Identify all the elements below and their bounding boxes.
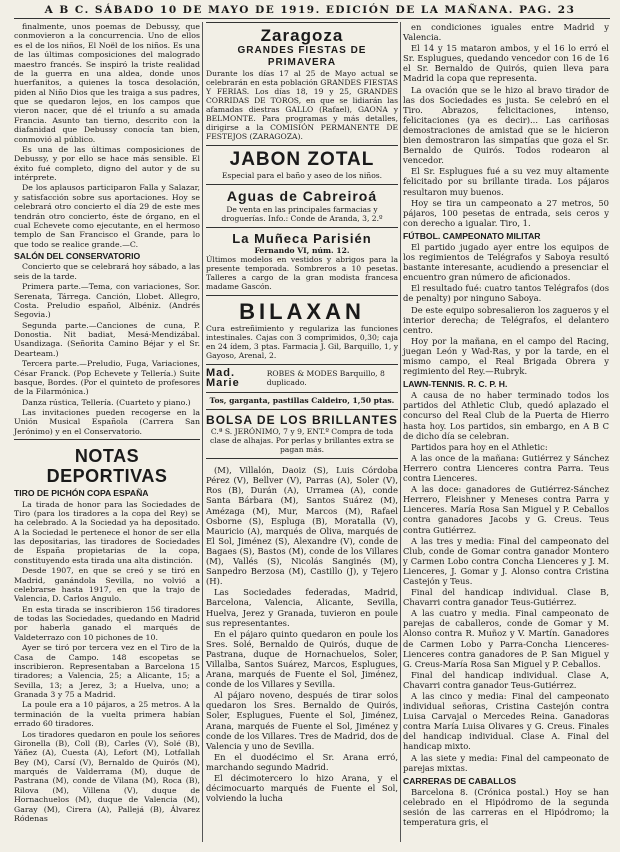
ad-subtitle: GRANDES FIESTAS DE PRIMAVERA: [237, 45, 367, 68]
paragraph: en condiciones iguales entre Madrid y Valencia.: [403, 22, 609, 43]
ad-muneca-parisien: [206, 228, 398, 296]
page-header: A B C. SÁBADO 10 DE MAYO DE 1919. EDICIÓN DE LA MAÑANA. PAG. 23: [44, 4, 576, 16]
paragraph: Las Sociedades federadas, Madrid, Barcelona, Valencia, Alicante, Sevilla, Huelva, Jerez y Granada, tuvieron en poule sus representantes.: [206, 587, 398, 628]
paragraph: En el pájaro quinto quedaron en poule los Sres. Solé, Bernaldo de Quirós, duque de Pastrana, duque de Hornachuelos, Soler, Villalba, Santos Suárez, Marcos, Esplugues, Arana, marqués de Fuente el Sol, Jiménez, conde de los Villares y Sevilla.: [206, 628, 398, 690]
paragraph: Ayer se tiró por tercera vez en el Tiro de la Casa de Campo. 148 escopetas se inscribieron. Representaban a Barcelona 15 tiradores; a Valencia, 25; a Alicante, 15; a Sevilla, 13; a Jerez, 3; a Huelva, uno; a Granada 3 y 75 a Madrid.: [14, 643, 200, 699]
divider: [14, 439, 200, 440]
paragraph: El Sr. Esplugues fué a su vez muy altamente felicitado por su brillante tirada. Los pájaros resultaron muy buenos.: [403, 166, 609, 197]
ad-zaragoza: [206, 22, 398, 146]
column-2: [206, 22, 398, 804]
section-title-notas-deportivas: NOTAS DEPORTIVAS: [46, 446, 168, 487]
section-heading-futbol: FÚTBOL. CAMPEONATO MILITAR: [403, 230, 541, 241]
ad-text: De venta en las principales farmacias y droguerías. Info.: Conde de Aranda, 3, 2.º: [221, 205, 383, 223]
ad-text: Cura estreñimiento y regulariza las funciones intestinales. Cajas con 3 comprimidos, 0,30; caja en 24 ídem, 3 ptas. Farmacia J. Gil, Barquillo, 1, y Gayoso, Arenal, 2.: [206, 324, 398, 360]
ad-text: Durante los días 17 al 25 de Mayo actual se celebrarán en esta población GRANDES FIESTAS Y FERIAS. Los días 18, 19 y 25, GRANDES CORRIDAS DE TOROS, en que se lidiarán las afamadas diestras GALLO (Rafael), GAONA y BELMONTE. Para programas y más detalles, dirigirse a la COMISIÓN PERMANENTE DE FESTEJOS (ZARAGOZA).: [206, 69, 398, 141]
ad-caldeiro: [206, 393, 398, 410]
paragraph: Concierto que se celebrará hoy sábado, a las seis de la tarde.: [14, 262, 200, 281]
ad-mad-marie: [206, 365, 398, 393]
paragraph: La tirada de honor para las Sociedades de Tiro (para los tiradores a la copa del Rey) se ha celebrado. A la Sociedad ya ha depositado. A la Sociedad le pertenece el honor de ser ella las depositarias, las tiradores de Sociedades de España propietarias de la copa, constituyendo esta tirada una alta distinción.: [14, 499, 200, 565]
paragraph: Desde 1907, en que se creó y se tiró en Madrid, ganándola Sevilla, no volvió a celebrarse hasta 1917, en que la trajo de Valencia, D. Carlos Angulo.: [14, 566, 200, 604]
paragraph: Tercera parte.—Preludio, Fuga, Variaciones, César Franck. (Pop Echevete y Tellería.) Suite basque, Bordes. (Por el quinteto de profesores de la Filarmónica.): [14, 359, 200, 397]
ad-title: Zaragoza: [260, 26, 344, 45]
paragraph: A las doce: ganadores de Gutiérrez-Sánchez Herrero, Fleishner y Meneses contra Parra y Lienceres. María Rosa San Miguel y P. Ceballos contra ganadores Jacobs y G. Creus. Teus contra Gutiérrez.: [403, 484, 609, 535]
column-divider-2: [400, 22, 401, 842]
paragraph: Segunda parte.—Canciones de cuna, P. Donostia. Nit badiat, Mesá-Mendizábal. Usandizaga. (Señorita Camino Béjar y el Sr. Dearteam.): [14, 320, 200, 358]
paragraph: Al pájaro noveno, después de tirar solos quedaron los Sres. Bernaldo de Quirós, Soler, Esplugues, Fuente el Sol, Jiménez, Arana, marqués de Fuente el Sol, Jiménez y conde de los Villares. Tres de Madrid, dos de Valencia y uno de Sevilla.: [206, 690, 398, 751]
paragraph: El resultado fué: cuatro tantos Telégrafos (dos de penalty) por ninguno Saboya.: [403, 283, 609, 304]
paragraph: Final del handicap individual. Clase A, Chavarri contra ganador Teus-Gutiérrez.: [403, 669, 609, 690]
paragraph: Hoy por la mañana, en el campo del Racing, juegan León y Wad-Ras, y por la tarde, en el mismo campo, el Real Brigada Obrera y regimiento del Rey.—Rubryk.: [403, 335, 609, 377]
paragraph: De este equipo sobresalieron los zagueros y el interior derecha; de Telégrafos, el delantero centro.: [403, 304, 609, 335]
section-heading-carreras: CARRERAS DE CABALLOS: [403, 775, 517, 786]
paragraph: La poule era a 10 pájaros, a 25 metros. A la terminación de la vuelta primera habían errado 60 tiradores.: [14, 700, 200, 729]
section-heading-tiro: TIRO DE PICHÓN COPA ESPAÑA: [14, 488, 149, 499]
ad-text: Especial para el baño y aseo de los niños.: [221, 171, 383, 180]
ad-title: La Muñeca Parisién: [232, 231, 372, 246]
paragraph: La ovación que se le hizo al bravo tirador de las dos Sociedades es justa. Se celebró en el Tiro. Abrazos, felicitaciones, intenso, felicitaciones (ya es decir)... Las cariñosas demostraciones de amistad que se le hicieron bien demostraron las simpatías que goza el Sr. Bernaldo de Quirós. Todos rodearon al vencedor.: [403, 84, 609, 166]
paragraph: De los aplausos participaron Falla y Salazar, y satisfacción sobre sus aportaciones. Hoy se celebrará otro concierto el día 29 de este mes tendrán otro concierto, éste de órgano, en el cual Echevete como ejecutante, en el hermoso templo de San Francisco el Grande, para lo que todo se realice grande.—C.: [14, 183, 200, 249]
header-rule: [14, 18, 610, 19]
ad-title: BILAXAN: [239, 299, 365, 324]
paragraph: (M), Villalón, Daoiz (S), Luis Córdoba Pérez (V), Bellver (V), Parras (A), Soler (V), Ros (B), Durán (A), Urramea (A), conde Santa Bárbara (M), Santos Suárez (M), Amézaga (M), Mur, Marcos (M), Rafael Osborne (S), Espluga (B), Moratalla (V), Mauricio (A), marqués de Oliva, marqués de El Sol, Jiménez (S), Alexandre (V), conde de Bagaes (S), Bastos (M), conde de los Villares (M), Vallés (S), Nicolás Sanginés (M), Sanpedro Berzosa (M), Castillo (J), y Tejero (H).: [206, 465, 398, 587]
ad-title: Aguas de Cabreiroá: [226, 188, 378, 204]
ad-text: Tos, garganta, pastillas Caldeiro, 1,50 ptas.: [209, 396, 395, 406]
paragraph: En esta tirada se inscribieron 156 tiradores de todas las Sociedades, quedando en Madrid por haberla ganado el marqués de Valdeterrazo con 10 pichones de 10.: [14, 604, 200, 642]
paragraph: A las cuatro y media. Final campeonato de parejas de caballeros, conde de Gomar y M. Alonso contra R. Muñoz y V. Martín. Ganadores de Carmen Lobo y Parra-Concha Lienceres-Lienceres contra ganadores de P. San Miguel y G. Creus-María Rosa San Miguel y P. Ceballos.: [403, 608, 609, 669]
column-3: [403, 22, 609, 828]
ad-title: Mad. Marie: [206, 367, 240, 390]
section-heading-lawn-tennis: LAWN-TENNIS. R. C. P. H.: [403, 379, 508, 390]
paragraph: Danza rústica, Tellería. (Cuarteto y piano.): [22, 397, 191, 407]
ad-text: Últimos modelos en vestidos y abrigos para la presente temporada. Sombreros a 10 pesetas. Talleres a cargo de la gran modista francesa madame Gascón.: [206, 255, 398, 291]
paragraph: Barcelona 8. (Crónica postal.) Hoy se han celebrado en el Hipódromo de la segunda sesión de las carreras en el Hipódromo; la temperatura gris, el: [403, 786, 609, 828]
paragraph: Es una de las últimas composiciones de Debussy, y por ello se hace más sensible. El éxito fué completo, digno del autor y de su intérprete.: [14, 144, 200, 182]
paragraph: A causa de no haber terminado todos los partidos del Athletic Club, quedó aplazado el concurso del Real Club de la Puerta de Hierro hasta hoy. Los partidos, sin embargo, en A B C de dicho día se celebran.: [403, 390, 609, 441]
ad-text: ROBES & MODES Barquillo, 8 duplicado.: [266, 369, 385, 388]
paragraph: El 14 y 15 mataron ambos, y el 16 lo erró el Sr. Esplugues, quedando vencedor con 16 de 16 el Sr. Bernaldo de Quirós, quien lleva para Madrid la copa que representa.: [403, 43, 609, 84]
ad-cabreiroa: [206, 185, 398, 228]
paragraph: Hoy se tira un campeonato a 27 metros, 50 pájaros, 100 pesetas de entrada, seis ceros y con derecho a igualar. Tiro, 1.: [403, 197, 609, 228]
paragraph: Partidos para hoy en el Athletic:: [411, 441, 548, 452]
paragraph: Los tiradores quedaron en poule los señores Gironella (B), Coll (B), Carles (V), Solé (B), Yáñez (A), Cuesta (A), Lefort (M), Lotfallah Bey (M), Carsí (V), Bernaldo de Quirós (M), marqués de Valderrama (M), duque de Pastrana (M), conde de Vilana (M), Roca (B), Rilova (M), Villena (V), duque de Hornachuelos (M), duque de Valencia (M), Garay (M), Cirera (A), Pallejá (B), Álvarez Ródenas: [14, 729, 200, 823]
ad-jabon-zotal: [206, 146, 398, 185]
section-heading-conservatorio: SALÓN DEL CONSERVATORIO: [14, 251, 141, 261]
ad-bilaxan: [206, 296, 398, 365]
paragraph: El décimotercero lo hizo Arana, y el décimocuarto marqués de Fuente el Sol, volviendo la lucha: [206, 773, 398, 804]
paragraph: A las tres y media: Final del campeonato del Club, conde de Gomar contra ganador Montero y Carmen Lobo contra Concha Lienceres y J. M. Lienceres, J. Gomar y J. Alonso contra Cristina Castejón y Teus.: [403, 535, 609, 586]
paragraph: finalmente, unos poemas de Debussy, que conmovieron a la concurrencia. Uno de ellos es el de los niños, El Noël de los niños. Es una de las últimas composiciones del malogrado maestro francés. Se inspiró la triste realidad de la guerra en una aldea, donde unos huerfanitos, a quienes la tosca desolación, piden al Niño Dios que les traiga a sus padres, que se quedaron lejos, en los campos que vieron nacer, que dé el triunfo a su amada Francia. Asunto tan tierno, descrito con la diafanidad que Debussy conocía tan bien, conmovió al público.: [14, 22, 200, 144]
ad-bolsa-brillantes: [206, 410, 398, 459]
paragraph: En el duodécimo el Sr. Arana erró, marchando segundo Madrid.: [206, 751, 398, 772]
paragraph: A las cinco y media: Final del campeonato individual señoras, Cristina Castejón contra Luisa Carvajal o Mercedes Reina. Ganadoras contra María Luisa Olivares y G. Creus. Finales del handicap individual. Clase A. Final del handicap mixto.: [403, 691, 609, 752]
column-1: [14, 22, 200, 824]
ad-title: BOLSA DE LOS BRILLANTES: [206, 413, 398, 428]
ad-title: JABON ZOTAL: [229, 149, 375, 170]
paragraph: El partido jugado ayer entre los equipos de los regimientos de Telégrafos y Saboya resultó bastante interesante, acudiendo a presenciar el encuentro gran número de aficionados.: [403, 241, 609, 283]
paragraph: A las once de la mañana: Gutiérrez y Sánchez Herrero contra Lienceres contra Parra. Teus contra Lienceres.: [403, 452, 609, 484]
paragraph: A las siete y media: Final del campeonato de parejas mixtas.: [403, 752, 609, 773]
paragraph: Las invitaciones pueden recogerse en la Unión Musical Española (Carrera San Jerónimo) y en el Conservatorio.: [14, 408, 200, 436]
ad-text: C.ª S. JERÓNIMO, 7 y 9, ENT.º Compra de toda clase de alhajas. Por perlas y brillantes extra se pagan más.: [210, 427, 394, 455]
paragraph: Primera parte.—Tema, con variaciones, Sor. Serenata, Tárrega. Canción, Llobet. Allegro, Costa. Preludio español, Albéniz. (Andrés Segovia.): [14, 282, 200, 320]
ad-address: Fernando VI, núm. 12.: [254, 246, 350, 255]
column-divider-1: [202, 22, 203, 842]
paragraph: Final del handicap individual. Clase B, Chavarri contra ganador Teus-Gutiérrez.: [403, 587, 609, 608]
